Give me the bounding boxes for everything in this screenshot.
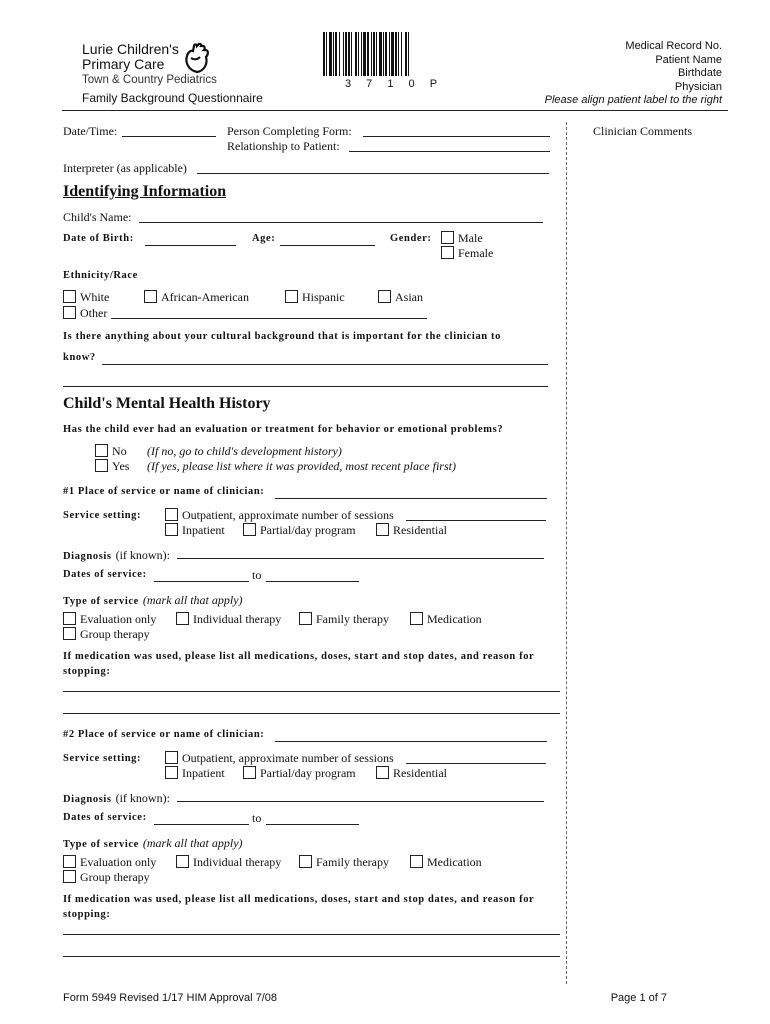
diagnosis-label-bold: Diagnosis [63,551,112,562]
medication-label: Medication [427,855,482,869]
outpatient-option[interactable] [165,751,394,766]
family-option[interactable] [299,855,389,870]
dates-label: Dates of service: [63,569,147,580]
residential-option[interactable] [376,766,447,781]
inpatient-label: Inpatient [182,766,225,780]
medication-label: Medication [427,612,482,626]
outpatient-label: Outpatient, approximate number of sessions [182,751,394,765]
medication-question-stopping: stopping: [63,666,111,677]
person-completing-field[interactable] [363,136,550,137]
footer-page-number: Page 1 of 7 [610,992,667,1004]
african-american-label: African-American [161,290,249,304]
age-label: Age: [252,233,276,244]
history-yes-note: (If yes, please list where it was provided, most recent place first) [147,459,456,473]
female-checkbox[interactable] [441,246,454,259]
dob-field[interactable] [145,245,236,246]
white-checkbox[interactable] [63,290,76,303]
comments-divider [566,122,567,984]
partial-option[interactable] [243,766,356,781]
history-yes-checkbox[interactable] [95,459,108,472]
family-checkbox[interactable] [299,612,312,625]
evaluation-option[interactable] [63,855,156,870]
family-checkbox[interactable] [299,855,312,868]
residential-checkbox[interactable] [376,523,389,536]
type-label-bold: Type of service [63,839,139,850]
childs-name-label: Child's Name: [63,210,132,224]
age-field[interactable] [280,245,375,246]
family-label: Family therapy [316,855,389,869]
patient-label-area [545,40,722,108]
cultural-question: Is there anything about your cultural background that is important for the clinician to [63,331,501,342]
residential-checkbox[interactable] [376,766,389,779]
form-title: Family Background Questionnaire [82,91,263,105]
cultural-field-2[interactable] [63,386,548,387]
group-label: Group therapy [80,870,150,884]
other-field[interactable] [111,318,427,319]
header-divider [62,110,728,111]
dob-label: Date of Birth: [63,233,134,244]
relationship-label: Relationship to Patient: [227,139,340,153]
service-setting-label: Service setting: [63,510,142,521]
group-checkbox[interactable] [63,627,76,640]
history-no-note: (If no, go to child's development history) [147,444,342,458]
asian-option[interactable] [378,290,423,305]
gender-female-option[interactable] [441,246,493,261]
evaluation-option[interactable] [63,612,156,627]
diagnosis-field[interactable] [177,558,544,559]
gender-label: Gender: [390,233,432,244]
outpatient-checkbox[interactable] [165,751,178,764]
dates-to-label: to [252,568,262,582]
medication-field-2[interactable] [63,956,560,957]
medication-field-2[interactable] [63,713,560,714]
hispanic-checkbox[interactable] [285,290,298,303]
date-time-field[interactable] [122,136,216,137]
logo-subtitle: Town & Country Pediatrics [82,74,217,86]
type-note: (mark all that apply) [142,593,243,607]
interpreter-field[interactable] [197,173,549,174]
history-no-checkbox[interactable] [95,444,108,457]
white-label: White [80,290,110,304]
medication-option[interactable] [410,612,482,627]
dates-to-field[interactable] [266,581,359,582]
dates-to-field[interactable] [266,824,359,825]
family-label: Family therapy [316,612,389,626]
cultural-question-know: know? [63,352,96,363]
footer-form-info: Form 5949 Revised 1/17 HIM Approval 7/08 [63,992,278,1004]
logo-line-1: Lurie Children's [82,41,179,57]
african-american-checkbox[interactable] [144,290,157,303]
clinician-comments-label: Clinician Comments [593,124,692,138]
label-medical-record: Medical Record No. [625,40,722,52]
diagnosis-label [63,546,170,564]
inpatient-checkbox[interactable] [165,523,178,536]
service-place-field[interactable] [275,741,547,742]
logo-name [82,42,179,72]
medication-field-1[interactable] [63,934,560,935]
outpatient-label: Outpatient, approximate number of sessions [182,508,394,522]
partial-label: Partial/day program [260,766,356,780]
service-place-field[interactable] [275,498,547,499]
inpatient-label: Inpatient [182,523,225,537]
dates-from-field[interactable] [154,581,249,582]
individual-option[interactable] [176,855,281,870]
inpatient-checkbox[interactable] [165,766,178,779]
other-label: Other [80,306,108,320]
residential-option[interactable] [376,523,447,538]
history-heading: Child's Mental Health History [63,395,271,412]
dates-label: Dates of service: [63,812,147,823]
type-label [63,834,243,852]
history-no-option[interactable] [95,444,127,459]
childs-name-field[interactable] [139,222,543,223]
medication-question: If medication was used, please list all medications, doses, start and stop dates, and reason for [63,894,535,905]
history-question: Has the child ever had an evaluation or treatment for behavior or emotional problems? [63,424,504,435]
evaluation-label: Evaluation only [80,855,157,869]
interpreter-label: Interpreter (as applicable) [63,161,187,175]
african-american-option[interactable] [144,290,249,305]
gender-male-option[interactable] [441,231,483,246]
medication-question: If medication was used, please list all medications, doses, start and stop dates, and reason for [63,651,535,662]
evaluation-checkbox[interactable] [63,612,76,625]
group-checkbox[interactable] [63,870,76,883]
logo-line-2: Primary Care [82,56,165,72]
diagnosis-label-bold: Diagnosis [63,794,112,805]
service-place-label: #1 Place of service or name of clinician: [63,486,265,497]
relationship-field[interactable] [349,151,550,152]
diagnosis-field[interactable] [177,801,544,802]
type-label [63,591,243,609]
male-checkbox[interactable] [441,231,454,244]
medication-question-stopping: stopping: [63,909,111,920]
medication-checkbox[interactable] [410,855,423,868]
family-option[interactable] [299,612,389,627]
white-option[interactable] [63,290,109,305]
diagnosis-label-suffix: (if known): [115,548,170,562]
diagnosis-label [63,789,170,807]
hand-logo-icon [182,42,212,74]
label-note: Please align patient label to the right [544,94,722,106]
outpatient-checkbox[interactable] [165,508,178,521]
history-yes-label: Yes [112,459,130,473]
inpatient-option[interactable] [165,523,225,538]
individual-checkbox[interactable] [176,855,189,868]
individual-label: Individual therapy [193,612,282,626]
female-label: Female [458,246,494,260]
evaluation-checkbox[interactable] [63,855,76,868]
other-checkbox[interactable] [63,306,76,319]
barcode-text: 3 7 1 0 P [345,78,444,90]
medication-checkbox[interactable] [410,612,423,625]
group-option[interactable] [63,627,150,642]
group-label: Group therapy [80,627,150,641]
dates-to-label: to [252,811,262,825]
residential-label: Residential [393,523,447,537]
medication-field-1[interactable] [63,691,560,692]
diagnosis-label-suffix: (if known): [115,791,170,805]
asian-label: Asian [395,290,423,304]
type-label-bold: Type of service [63,596,139,607]
identifying-heading: Identifying Information [63,183,227,200]
barcode [323,32,411,76]
label-physician: Physician [674,80,722,93]
dates-from-field[interactable] [154,824,249,825]
history-yes-option[interactable] [95,459,129,474]
label-birthdate: Birthdate [677,67,722,79]
other-option[interactable] [63,306,107,321]
service-setting-label: Service setting: [63,753,142,764]
partial-label: Partial/day program [260,523,356,537]
medication-option[interactable] [410,855,482,870]
ethnicity-label: Ethnicity/Race [63,270,138,281]
sessions-field[interactable] [406,520,546,521]
outpatient-option[interactable] [165,508,394,523]
partial-checkbox[interactable] [243,766,256,779]
individual-checkbox[interactable] [176,612,189,625]
cultural-field-1[interactable] [102,364,548,365]
evaluation-label: Evaluation only [80,612,157,626]
partial-option[interactable] [243,523,356,538]
individual-label: Individual therapy [193,855,282,869]
person-completing-label: Person Completing Form: [227,124,352,138]
inpatient-option[interactable] [165,766,225,781]
label-patient-name: Patient Name [655,53,722,66]
date-time-label: Date/Time: [63,124,118,138]
individual-option[interactable] [176,612,281,627]
hispanic-option[interactable] [285,290,345,305]
history-no-label: No [112,444,127,458]
hispanic-label: Hispanic [302,290,345,304]
group-option[interactable] [63,870,150,885]
service-place-label: #2 Place of service or name of clinician: [63,729,265,740]
residential-label: Residential [393,766,447,780]
sessions-field[interactable] [406,763,546,764]
partial-checkbox[interactable] [243,523,256,536]
type-note: (mark all that apply) [142,836,243,850]
male-label: Male [458,231,483,245]
asian-checkbox[interactable] [378,290,391,303]
